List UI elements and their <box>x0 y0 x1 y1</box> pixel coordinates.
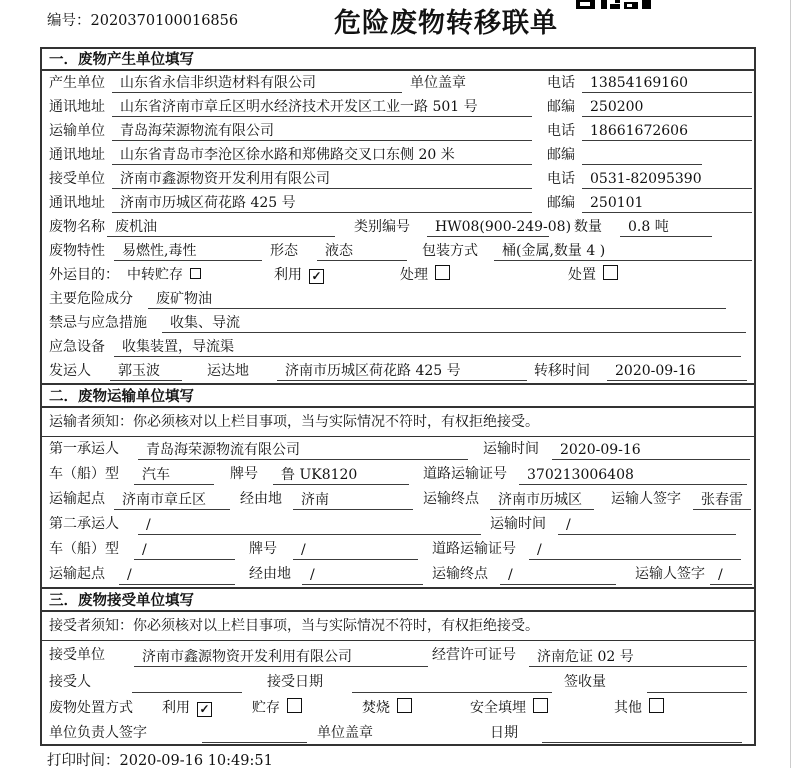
signed-amount-label: 签收量 <box>564 674 606 690</box>
unit-seal2-label: 单位盖章 <box>317 725 373 741</box>
transport-time2-value: / <box>558 516 736 535</box>
transporter-address-row <box>42 143 754 167</box>
purpose-option-use-label: 利用 <box>274 267 302 283</box>
vehicle2-row <box>42 537 754 562</box>
carrier1-label: 第一承运人 <box>49 441 119 457</box>
disposal-burn-checkbox <box>397 698 412 713</box>
sign2-label: 运输人签字 <box>635 566 705 582</box>
form-label: 形态 <box>270 243 298 259</box>
manifest-form-table <box>40 47 756 746</box>
zip2-label: 邮编 <box>547 147 575 163</box>
section2-title: 二．废物运输单位填写 <box>42 383 754 408</box>
disposal-option-use-label: 利用 <box>162 700 190 716</box>
transporter-label: 运输单位 <box>49 123 105 139</box>
address1-value: 山东省济南市章丘区明水经济技术开发区工业一路 501 号 <box>112 98 532 117</box>
origin1-value: 济南市章丘区 <box>114 491 230 510</box>
disposal-option-store-label: 贮存 <box>252 700 280 716</box>
emergency-equipment-row <box>42 335 754 359</box>
phone3-label: 电话 <box>547 171 575 187</box>
date2-value <box>542 724 742 743</box>
receive-date-value <box>352 674 552 693</box>
receiving-unit-row <box>42 641 754 669</box>
plate1-label: 牌号 <box>230 466 258 482</box>
transport-time1-label: 运输时间 <box>483 441 539 457</box>
phone1-value: 13854169160 <box>582 74 752 93</box>
vehicle1-value: 汽车 <box>134 466 214 485</box>
carrier1-value: 青岛海荣源物流有限公司 <box>138 441 468 460</box>
purpose-option-transit <box>127 263 201 287</box>
signed-amount-value <box>647 674 747 693</box>
road-permit1-value: 370213006408 <box>519 466 747 485</box>
destination-value: 济南市历城区荷花路 425 号 <box>277 362 527 381</box>
vehicle1-row <box>42 462 754 487</box>
purpose-label: 外运目的： <box>49 267 119 283</box>
purpose-option-dispose-label: 处置 <box>568 267 596 283</box>
equipment-label: 应急设备 <box>49 339 105 355</box>
transporter-notice: 运输者须知：你必须核对以上栏目事项，当与实际情况不符时，有权拒绝接受。 <box>42 408 754 437</box>
transfer-time-label: 转移时间 <box>534 363 590 379</box>
shipper-value: 郭玉波 <box>110 362 182 381</box>
receiver-address-row <box>42 191 754 215</box>
origin2-label: 运输起点 <box>49 566 105 582</box>
address2-value: 山东省青岛市李沧区徐水路和郑佛路交叉口东侧 20 米 <box>112 146 532 165</box>
road-permit2-label: 道路运输证号 <box>432 541 516 557</box>
vehicle1-label: 车（船）型 <box>49 466 119 482</box>
packing-value: 桶(金属,数量 4 ) <box>494 242 752 261</box>
packing-label: 包装方式 <box>422 243 478 259</box>
quantity-label: 数量 <box>574 219 602 235</box>
print-time-label: 打印时间： <box>47 753 120 768</box>
receiver-notice: 接受者须知：你必须核对以上栏目事项，当与实际情况不符时，有权拒绝接受。 <box>42 612 754 641</box>
purpose-option-dispose <box>568 263 618 287</box>
purpose-option-transit-label: 中转贮存 <box>127 267 183 283</box>
phone2-label: 电话 <box>547 123 575 139</box>
taboo-value: 收集、导流 <box>162 314 746 333</box>
second-carrier-row <box>42 512 754 537</box>
leader-signature-row <box>42 721 754 745</box>
transport-time2-label: 运输时间 <box>490 516 546 532</box>
taboo-label: 禁忌与应急措施 <box>49 315 147 331</box>
leader-signature-label: 单位负责人签字 <box>49 725 147 741</box>
end2-value: / <box>500 566 616 585</box>
disposal-option-use <box>162 695 212 721</box>
end1-value: 济南市历城区 <box>490 491 594 510</box>
document-number-label: 编号： <box>47 13 91 29</box>
sign1-value: 张春雷 <box>693 491 751 510</box>
hazard-value: 废矿物油 <box>148 290 726 309</box>
equipment-value: 收集装置，导流渠 <box>114 338 741 357</box>
form-value: 液态 <box>317 242 407 261</box>
disposal-landfill-checkbox <box>533 698 548 713</box>
disposal-method-row <box>42 695 754 721</box>
receiver-person-label: 接受人 <box>49 674 91 690</box>
end2-label: 运输终点 <box>432 566 488 582</box>
producer-value: 山东省永信非织造材料有限公司 <box>112 74 402 93</box>
sign2-value: / <box>710 566 752 585</box>
use-checkbox: ✓ <box>309 269 324 284</box>
vehicle2-label: 车（船）型 <box>49 541 119 557</box>
destination-label: 运达地 <box>207 363 249 379</box>
license-value: 济南危证 02 号 <box>529 648 747 667</box>
receiver-row <box>42 167 754 191</box>
waste-character-value: 易燃性,毒性 <box>114 242 262 261</box>
receiver-person-row <box>42 669 754 695</box>
origin2-value: / <box>119 566 235 585</box>
plate2-label: 牌号 <box>249 541 277 557</box>
unit-seal-label: 单位盖章 <box>410 75 466 91</box>
qr-code-fragment-icon <box>576 0 654 10</box>
disposal-store-checkbox <box>287 698 302 713</box>
treat-checkbox <box>435 265 450 280</box>
origin1-label: 运输起点 <box>49 491 105 507</box>
purpose-option-treat <box>400 263 450 287</box>
print-time <box>47 749 273 768</box>
quantity-value: 0.8 吨 <box>620 218 712 237</box>
waste-name-value: 废机油 <box>107 218 335 237</box>
phone1-label: 电话 <box>547 75 575 91</box>
document-number-value: 2020370100016856 <box>90 13 239 29</box>
disposal-method-label: 废物处置方式 <box>49 700 133 716</box>
transit-checkbox <box>190 268 201 279</box>
transfer-time-value: 2020-09-16 <box>607 362 747 381</box>
end1-label: 运输终点 <box>423 491 479 507</box>
first-carrier-row <box>42 437 754 462</box>
route2-row <box>42 562 754 587</box>
date2-label: 日期 <box>490 725 518 741</box>
vehicle2-value: / <box>134 541 235 560</box>
phone2-value: 18661672606 <box>582 122 752 141</box>
zip3-label: 邮编 <box>547 195 575 211</box>
producer-label: 产生单位 <box>49 75 105 91</box>
waste-name-label: 废物名称 <box>49 219 105 235</box>
via2-value: / <box>302 566 423 585</box>
waste-character-label: 废物特性 <box>49 243 105 259</box>
hazard-component-row <box>42 287 754 311</box>
page-edge-line <box>790 0 791 768</box>
shipper-label: 发运人 <box>49 363 91 379</box>
category-code-value: HW08(900-249-08) <box>427 218 549 237</box>
receiver-person-value <box>132 674 242 693</box>
address3-label: 通讯地址 <box>49 195 105 211</box>
sign1-label: 运输人签字 <box>611 491 681 507</box>
zip3-value: 250101 <box>582 194 752 213</box>
road-permit2-value: / <box>529 541 741 560</box>
zip1-value: 250200 <box>582 98 752 117</box>
producer-row <box>42 71 754 95</box>
disposal-option-burn <box>362 695 412 721</box>
transporter-row <box>42 119 754 143</box>
disposal-use-checkbox: ✓ <box>197 702 212 717</box>
receiver-value: 济南市鑫源物资开发利用有限公司 <box>112 170 532 189</box>
carrier2-label: 第二承运人 <box>49 516 119 532</box>
plate1-value: 鲁 UK8120 <box>273 466 409 485</box>
zip1-label: 邮编 <box>547 99 575 115</box>
transfer-purpose-row <box>42 263 754 287</box>
section3-title: 三．废物接受单位填写 <box>42 587 754 612</box>
shipper-row <box>42 359 754 383</box>
transporter-value: 青岛海荣源物流有限公司 <box>112 122 532 141</box>
address3-value: 济南市历城区荷花路 425 号 <box>112 194 532 213</box>
license-label: 经营许可证号 <box>432 647 516 663</box>
via2-label: 经由地 <box>249 566 291 582</box>
via1-value: 济南 <box>293 491 413 510</box>
plate2-value: / <box>293 541 418 560</box>
print-time-value: 2020-09-16 10:49:51 <box>119 753 273 768</box>
transport-time1-value: 2020-09-16 <box>552 441 750 460</box>
disposal-option-store <box>252 695 302 721</box>
waste-character-row <box>42 239 754 263</box>
route1-row <box>42 487 754 512</box>
purpose-option-use <box>274 263 324 287</box>
receiver-label: 接受单位 <box>49 171 105 187</box>
category-code-label: 类别编号 <box>354 219 410 235</box>
page-title: 危险废物转移联单 <box>334 8 558 39</box>
via1-label: 经由地 <box>240 491 282 507</box>
receiving-unit-label: 接受单位 <box>49 647 105 663</box>
leader-signature-value <box>202 724 307 743</box>
zip2-value <box>582 146 702 165</box>
address1-label: 通讯地址 <box>49 99 105 115</box>
phone3-value: 0531-82095390 <box>582 170 752 189</box>
waste-name-row <box>42 215 754 239</box>
address2-label: 通讯地址 <box>49 147 105 163</box>
disposal-other-checkbox <box>649 698 664 713</box>
disposal-option-landfill <box>470 695 548 721</box>
purpose-option-treat-label: 处理 <box>400 267 428 283</box>
receive-date-label: 接受日期 <box>267 674 323 690</box>
disposal-option-burn-label: 焚烧 <box>362 700 390 716</box>
carrier2-value: / <box>138 516 481 535</box>
disposal-option-other <box>614 695 664 721</box>
producer-address-row <box>42 95 754 119</box>
road-permit1-label: 道路运输证号 <box>423 466 507 482</box>
disposal-option-other-label: 其他 <box>614 700 642 716</box>
section1-title: 一．废物产生单位填写 <box>42 49 754 71</box>
taboo-measures-row <box>42 311 754 335</box>
disposal-option-landfill-label: 安全填埋 <box>470 700 526 716</box>
dispose-checkbox <box>603 265 618 280</box>
receiving-unit-value: 济南市鑫源物资开发利用有限公司 <box>134 648 428 667</box>
hazard-label: 主要危险成分 <box>49 291 133 307</box>
